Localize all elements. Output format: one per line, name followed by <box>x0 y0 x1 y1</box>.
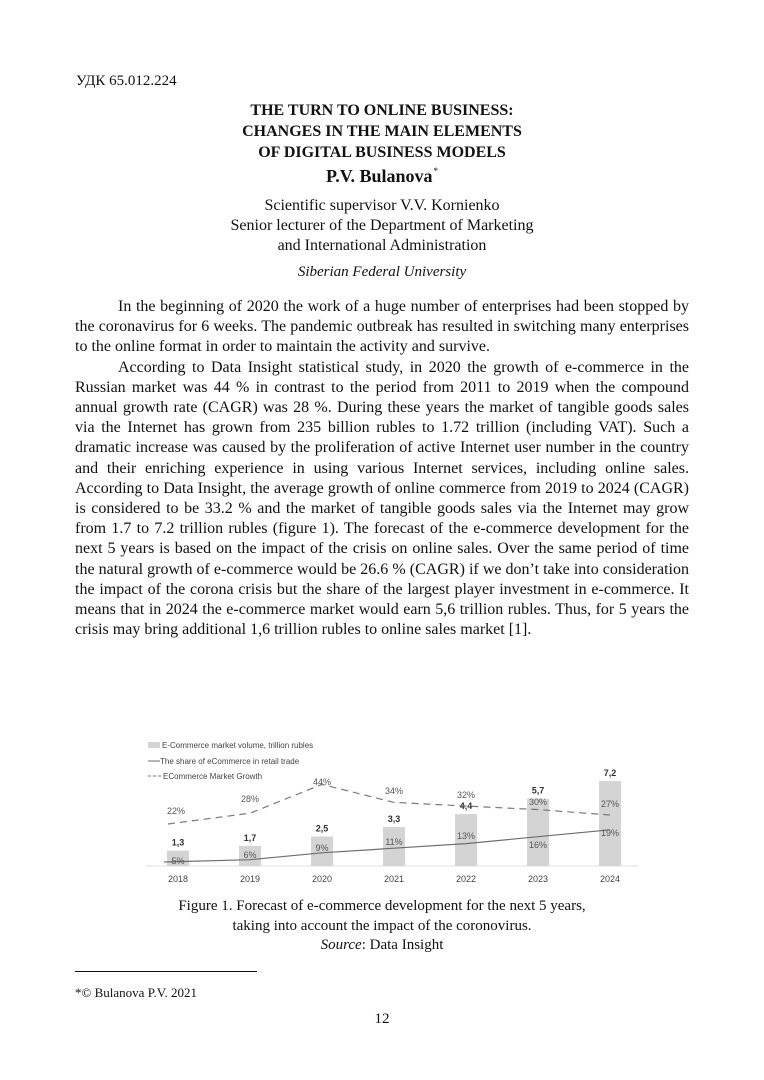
title-line: THE TURN TO ONLINE BUSINESS: <box>250 102 514 119</box>
footnote-mark: * <box>433 166 439 176</box>
footnote-divider <box>75 971 257 972</box>
growth-value-label: 28% <box>240 794 260 804</box>
share-value-label: 5% <box>171 856 185 866</box>
bar-value-label: 1,3 <box>171 837 185 848</box>
bar-value-label: 2,5 <box>315 823 329 834</box>
growth-value-label: 44% <box>312 777 332 787</box>
affiliation <box>0 196 764 256</box>
x-tick-label: 2018 <box>167 874 189 884</box>
legend-label: ECommerce Market Growth <box>163 772 263 781</box>
bar-value-label: 3,3 <box>387 814 401 825</box>
x-tick-label: 2020 <box>311 874 333 884</box>
paragraph: In the beginning of 2020 the work of a huge number of enterprises had been stopped by the coronavirus for 6 weeks. The pandemic outbreak has resulted in switching many enterprises to the online format in order to maintain the activity and survive. <box>75 298 689 356</box>
ecommerce-forecast-chart <box>140 736 640 891</box>
bar <box>599 781 621 866</box>
affiliation-line: Scientific supervisor V.V. Kornienko <box>264 197 500 214</box>
share-value-label: 16% <box>528 840 548 850</box>
chart-canvas <box>140 736 640 891</box>
x-tick-label: 2019 <box>239 874 261 884</box>
title-line: CHANGES IN THE MAIN ELEMENTS <box>242 123 522 140</box>
share-value-label: 19% <box>600 828 620 838</box>
legend-label: E-Commerce market volume, trillion rubles <box>162 741 314 750</box>
share-value-label: 9% <box>315 843 329 853</box>
figure-caption <box>0 897 764 956</box>
growth-value-label: 34% <box>384 786 404 796</box>
affiliation-line: and International Administration <box>277 237 487 254</box>
footnote: *© Bulanova P.V. 2021 <box>75 985 197 1000</box>
body-text <box>75 297 689 640</box>
source-value: : Data Insight <box>361 937 444 953</box>
share-value-label: 11% <box>385 837 403 847</box>
caption-line: taking into account the impact of the coronovirus. <box>232 917 532 934</box>
x-tick-label: 2023 <box>527 874 549 884</box>
bar-value-label: 7,2 <box>603 768 617 779</box>
bar-value-label: 4,4 <box>459 801 473 812</box>
author-name: P.V. Bulanova <box>325 166 433 186</box>
growth-value-label: 27% <box>600 799 620 809</box>
bar-value-label: 5,7 <box>531 785 545 796</box>
growth-value-label: 32% <box>456 790 476 800</box>
bar-value-label: 1,7 <box>243 832 257 843</box>
share-value-label: 6% <box>243 850 257 860</box>
title-line: OF DIGITAL BUSINESS MODELS <box>258 144 506 161</box>
source-label: Source <box>320 937 362 953</box>
x-tick-label: 2021 <box>383 874 405 884</box>
university: Siberian Federal University <box>297 264 467 280</box>
legend-swatch-bar <box>148 742 160 748</box>
affiliation-line: Senior lecturer of the Department of Marketing <box>230 217 534 234</box>
x-tick-label: 2024 <box>599 874 621 884</box>
article-title <box>0 100 764 163</box>
caption-line: Figure 1. Forecast of e-commerce development for the next 5 years, <box>178 898 586 914</box>
udk-code: УДК 65.012.224 <box>76 73 177 89</box>
share-value-label: 13% <box>456 831 476 841</box>
author-line <box>0 166 764 187</box>
bar <box>527 799 549 866</box>
paragraph: According to Data Insight statistical study, in 2020 the growth of e-commerce in the Russian market was 44 % in contrast to the period from 2011 to 2019 when the compound annual growth rate (CAGR) was 28 %. During these years the market of tangible goods sales via the Internet has grown from 235 billion rubles to 1.72 trillion (including VAT). Such a dramatic increase was caused by the proliferation of active Internet user number in the country and their enriching experience in using various Internet services, including online sales. According to Data Insight, the average growth of online commerce from 2019 to 2024 (CAGR) is considered to be 33.2 % and the market of tangible goods sales via the Internet may grow from 1.7 to 7.2 trillion rubles (figure 1). The forecast of the e-commerce development for the next 5 years is based on the impact of the crisis on online sales. Over the same period of time the natural growth of e-commerce would be 26.6 % (CAGR) if we don’t take into consideration the impact of the corona crisis but the share of the largest player investment in e-commerce. It means that in 2024 the e-commerce market would earn 5,6 trillion rubles. Thus, for 5 years the crisis may bring additional 1,6 trillion rubles to online sales market [1]. <box>75 358 689 639</box>
page-number: 12 <box>374 1011 390 1027</box>
growth-value-label: 30% <box>528 797 548 807</box>
x-tick-label: 2022 <box>455 874 477 884</box>
figure-source <box>0 936 764 956</box>
growth-value-label: 22% <box>166 806 186 816</box>
legend-label: The share of eCommerce in retail trade <box>160 757 300 766</box>
